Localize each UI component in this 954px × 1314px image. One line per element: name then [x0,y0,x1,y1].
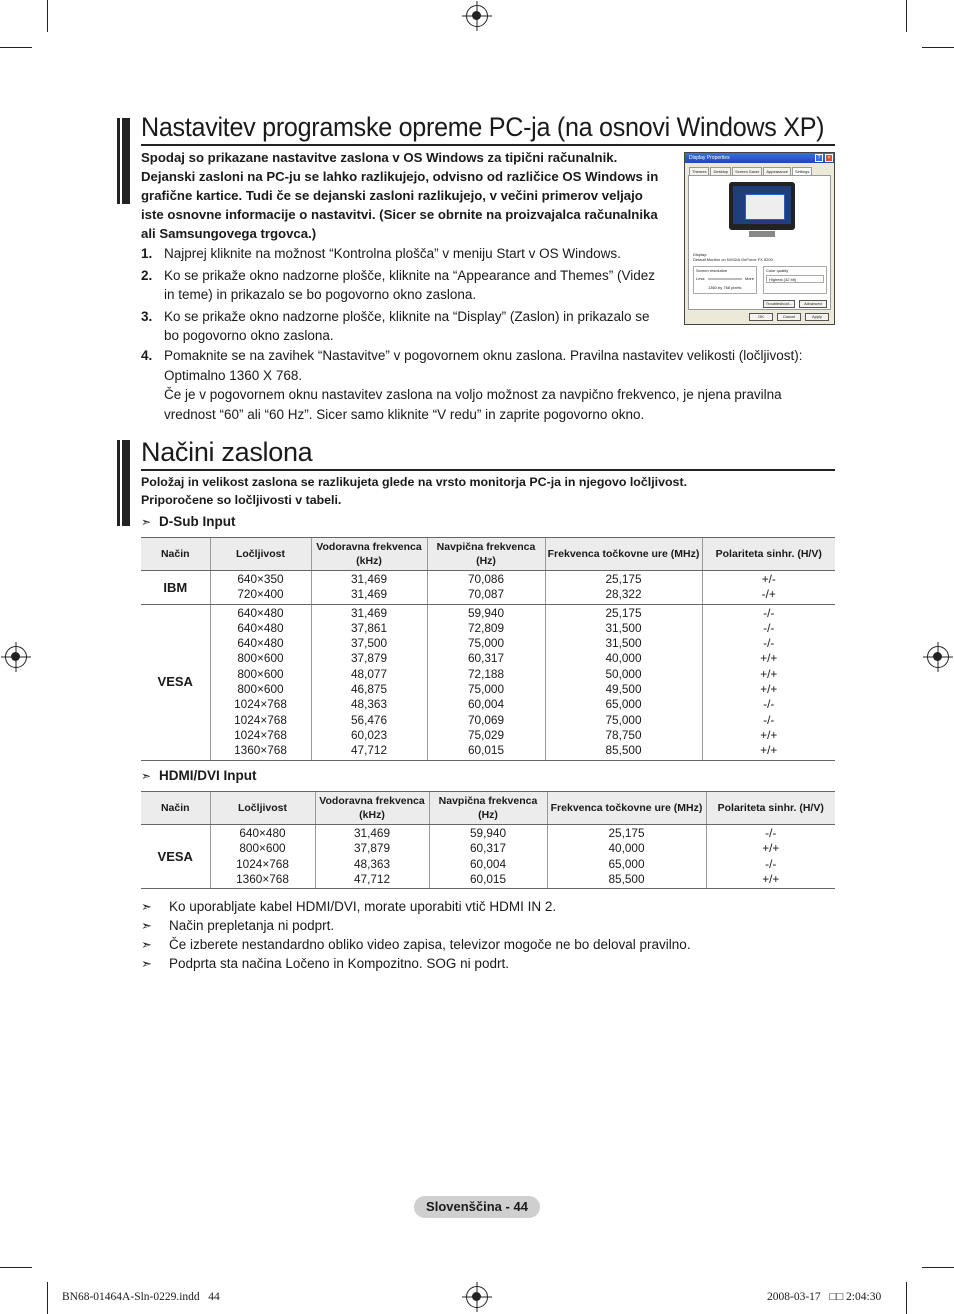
column-header: Polariteta sinhr. (H/V) [706,792,835,825]
table-cell: 25,175 28,322 [545,571,702,605]
list-item: 2. Ko se prikaže okno nadzorne plošče, kliknite na “Appearance and Themes” (Videz in teme) in prikazalo se bo pogovorno okno zaslona. [141,267,656,302]
arrow-icon: ➣ [141,515,152,529]
column-header: Navpična frekvenca (Hz) [427,538,545,571]
column-header: Ločljivost [210,792,315,825]
resolution-value: 1360 by 768 pixels [708,285,742,290]
resolution-group: Screen resolution Less More 1360 by 768 pixels [693,266,757,294]
crop-mark [47,0,48,32]
column-header: Polariteta sinhr. (H/V) [702,538,835,571]
column-header: Vodoravna frekvenca (kHz) [311,538,427,571]
table-row [141,604,835,760]
crop-mark [906,0,907,32]
column-header: Način [141,538,210,571]
mode-cell: VESA [141,604,210,760]
advanced-button: Advanced [799,300,827,308]
arrow-icon: ➣ [141,769,152,783]
dsub-title: ➣ D-Sub Input [141,514,236,529]
footer-date: 2008-03-17 □□ 2:04:30 [767,1291,882,1303]
section-intro: Spodaj so prikazane nastavitve zaslona v OS Windows za tipični računalnik. Dejanski zasloni na PC-ju se lahko razlikujejo, odvisno od različice OS Windows in grafične kartice. Tudi če se dejanski zasloni razlikujejo, v večini primerov veljajo iste osnovne informacije o nastavitvi. (Sicer se obrnite na proizvajalca računalnika ali Samsungovega trgovca.) [141,150,659,241]
mode-cell: VESA [141,825,210,889]
table-cell: 640×480 640×480 640×480 800×600 800×600 800×600 1024×768 1024×768 1024×768 1360×768 [210,604,311,760]
list-item: 3. Ko se prikaže okno nadzorne plošče, kliknite na “Display” (Zaslon) in prikazalo se bo pogovorno okno zaslona. [141,308,650,343]
table-header-row [141,792,835,825]
arrow-icon: ➣ [141,956,152,971]
note-item: ➣ Ko uporabljate kabel HDMI/DVI, morate uporabiti vtič HDMI IN 2. [141,899,557,914]
table-cell: 31,469 31,469 [311,571,427,605]
registration-mark-icon [466,1286,488,1308]
column-header: Ločljivost [210,538,311,571]
crop-mark [922,1267,954,1268]
column-header: Frekvenca točkovne ure (MHz) [545,538,702,571]
display-properties-screenshot [684,152,835,325]
list-item: 4. Pomaknite se na zavihek “Nastavitve” v pogovornem oknu zaslona. Pravilna nastavitev velikosti (ločljivost): Optimalno 1360 X 768. Če je v pogovornem oknu nastavitev zaslona na voljo možnost za navpično frekvenco, je njena pravilna vrednost “60” ali “60 Hz”. Sicer samo kliknite “V redu” in zaprite pogovorno okno. [141,348,803,422]
table-cell: 59,940 60,317 60,004 60,015 [429,825,547,889]
resolution-slider [708,278,742,280]
table-cell: -/- -/- -/- +/+ +/+ +/+ -/- -/- +/+ +/+ [702,604,835,760]
steps-list [141,346,835,424]
table-cell: 640×480 800×600 1024×768 1360×768 [210,825,315,889]
dsub-table [141,537,835,761]
crop-mark [0,1267,32,1268]
table-cell: 31,469 37,879 48,363 47,712 [315,825,429,889]
table-row [141,825,835,889]
troubleshoot-button: Troubleshoot... [763,300,795,308]
column-header: Navpična frekvenca (Hz) [429,792,547,825]
registration-mark-icon [927,646,949,668]
crop-mark [922,47,954,48]
apply-button: Apply [805,313,829,321]
section-bar [117,440,131,526]
table-row [141,571,835,605]
table-cell: +/- -/+ [702,571,835,605]
column-header: Vodoravna frekvenca (kHz) [315,792,429,825]
table-cell: -/- +/+ -/- +/+ [706,825,835,889]
color-quality-group: Color quality Highest (32 bit) [763,266,827,294]
hdmi-title: ➣ HDMI/DVI Input [141,768,257,783]
cancel-button: Cancel [777,313,801,321]
column-header: Način [141,792,210,825]
steps-list [141,244,661,346]
table-cell: 640×350 720×400 [210,571,311,605]
registration-mark-icon [466,5,488,27]
crop-mark [0,47,32,48]
notes-list [141,897,691,973]
tab-themes: Themes [689,167,709,176]
display-value: Default Monitor on NVIDIA GeForce FX 5200 [693,257,773,262]
window-title: Display Properties [685,153,834,163]
section-bar [117,118,131,204]
close-icon: × [825,154,833,162]
display-label: Display: [693,252,708,257]
table-header-row [141,538,835,571]
list-item: 1. Najprej kliknite na možnost “Kontrolna plošča” v meniju Start v OS Windows. [141,246,621,261]
note-item: ➣ Če izberete nestandardno obliko video zapisa, televizor mogoče ne bo deloval pravilno. [141,937,691,952]
crop-mark [47,1282,48,1314]
crop-mark [906,1282,907,1314]
tab-desktop: Desktop [710,167,731,176]
table-cell: 31,469 37,861 37,500 37,879 48,077 46,875 48,363 56,476 60,023 47,712 [311,604,427,760]
tab-screen-saver: Screen Saver [732,167,762,176]
table-cell: 70,086 70,087 [427,571,545,605]
registration-mark-icon [5,646,27,668]
tab-appearance: Appearance [763,167,791,176]
title-rule [141,144,835,146]
page-number-badge: Slovenščina - 44 [414,1196,540,1218]
note-item: ➣ Način prepletanja ni podprt. [141,918,335,933]
table-cell: 25,175 31,500 31,500 40,000 50,000 49,500 65,000 75,000 78,750 85,500 [545,604,702,760]
section-title: Nastavitev programske opreme PC-ja (na osnovi Windows XP) [141,112,825,142]
title-rule [141,469,835,471]
section-intro: Položaj in velikost zaslona se razlikujeta glede na vrsto monitorja PC-ja in njegovo ločljivost. Priporočene so ločljivosti v tabeli. [141,475,688,507]
help-icon: ? [815,154,823,162]
monitor-icon [729,182,795,230]
arrow-icon: ➣ [141,918,152,933]
arrow-icon: ➣ [141,937,152,952]
ok-button: OK [749,313,773,321]
note-item: ➣ Podprta sta načina Ločeno in Kompozitno. SOG ni podrt. [141,956,509,971]
footer-file: BN68-01464A-Sln-0229.indd 44 [62,1291,220,1303]
column-header: Frekvenca točkovne ure (MHz) [547,792,706,825]
table-cell: 59,940 72,809 75,000 60,317 72,188 75,000 60,004 70,069 75,029 60,015 [427,604,545,760]
mode-cell: IBM [141,571,210,605]
arrow-icon: ➣ [141,899,152,914]
tab-settings: Settings [792,167,812,176]
section-title: Načini zaslona [141,437,313,467]
monitor-stand [749,231,775,237]
color-quality-select: Highest (32 bit) [766,275,824,283]
hdmi-table [141,791,835,889]
table-cell: 25,175 40,000 65,000 85,500 [547,825,706,889]
settings-panel [688,175,831,310]
